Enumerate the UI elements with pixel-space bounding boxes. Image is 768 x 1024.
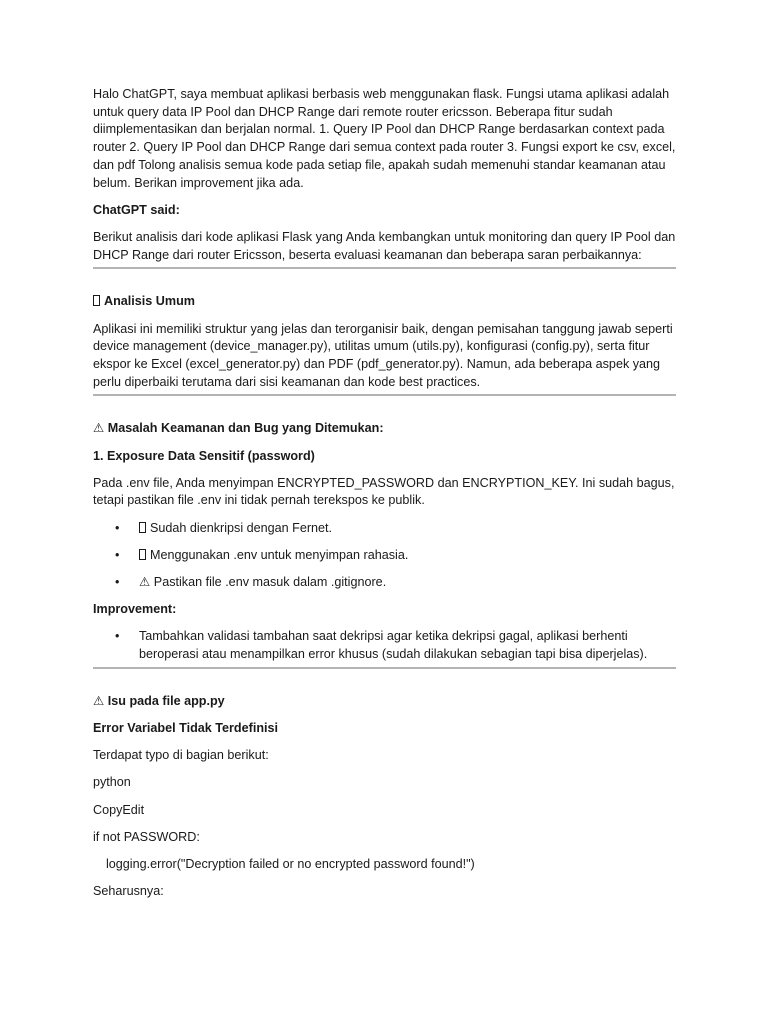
list-item-text: Menggunakan .env untuk menyimpan rahasia.	[150, 547, 409, 562]
code-line: logging.error("Decryption failed or no encrypted password found!")	[106, 857, 475, 872]
list-item	[93, 547, 676, 565]
bullet-mark: •	[115, 629, 120, 644]
heading-general	[93, 293, 676, 311]
bullet-mark: •	[115, 547, 120, 562]
should-be-label: Seharusnya:	[93, 884, 164, 899]
list-item	[93, 520, 676, 538]
speaker-label: ChatGPT said:	[93, 202, 180, 217]
subheading-exposure: 1. Exposure Data Sensitif (password)	[93, 448, 315, 463]
heading-security: ⚠ Masalah Keamanan dan Bug yang Ditemukan:	[93, 421, 384, 436]
typo-lead: Terdapat typo di bagian berikut:	[93, 748, 269, 763]
list-item	[93, 628, 676, 663]
exposure-body: Pada .env file, Anda menyimpan ENCRYPTED_PASSWORD dan ENCRYPTION_KEY. Ini sudah bagus, tetapi pastikan file .env ini tidak pernah terekspos ke publik.	[93, 475, 675, 508]
list-item-text: Tambahkan validasi tambahan saat dekripsi agar ketika dekripsi gagal, aplikasi berhenti beroperasi atau menampilkan error khusus (sudah dilakukan sebagian tapi bisa diperjelas).	[139, 629, 648, 662]
list-item-text: ⚠ Pastikan file .env masuk dalam .gitignore.	[139, 575, 387, 590]
section-divider	[93, 267, 676, 269]
code-line: if not PASSWORD:	[93, 829, 200, 844]
general-body: Aplikasi ini memiliki struktur yang jelas dan terorganisir baik, dengan pemisahan tanggung jawab seperti device management (device_manager.py), utilitas umum (utils.py), konfigurasi (config.py), serta fitur ekspor ke Excel (excel_generator.py) dan PDF (pdf_generator.py). Namun, ada beberapa aspek yang perlu diperbaiki terutama dari sisi keamanan dan kode best practices.	[93, 321, 673, 389]
missing-glyph-icon	[93, 295, 100, 306]
copy-edit-label[interactable]: CopyEdit	[93, 802, 145, 817]
bullet-mark: •	[115, 520, 120, 535]
list-item-text: Sudah dienkripsi dengan Fernet.	[150, 520, 333, 535]
subheading-undefined-var: Error Variabel Tidak Terdefinisi	[93, 721, 279, 736]
response-intro: Berikut analisis dari kode aplikasi Flask yang Anda kembangkan untuk monitoring dan query IP Pool dan DHCP Range dari router Ericsson, beserta evaluasi keamanan dan beberapa saran perbaikannya:	[93, 229, 676, 262]
list-item	[93, 574, 676, 592]
user-prompt: Halo ChatGPT, saya membuat aplikasi berbasis web menggunakan flask. Fungsi utama aplikasi adalah untuk query data IP Pool dan DHCP Range dari remote router ericsson. Beberapa fitur sudah diimplementasikan dan berjalan normal. 1. Query IP Pool dan DHCP Range berdasarkan context pada router 2. Query IP Pool dan DHCP Range dari semua context pada router 3. Fungsi export ke csv, excel, dan pdf Tolong analisis semua kode pada setiap file, apakah sudah memenuhi standar keamanan atau belum. Berikan improvement jika ada.	[93, 87, 676, 190]
security-list	[93, 520, 676, 592]
improvement-list	[93, 628, 676, 663]
code-language-label: python	[93, 775, 131, 790]
section-divider	[93, 667, 676, 669]
heading-general-text: Analisis Umum	[104, 294, 195, 309]
document-page	[93, 86, 676, 911]
heading-app: ⚠ Isu pada file app.py	[93, 693, 225, 708]
missing-glyph-icon	[139, 549, 146, 560]
section-divider	[93, 394, 676, 396]
missing-glyph-icon	[139, 522, 146, 533]
improvement-heading: Improvement:	[93, 602, 177, 617]
bullet-mark: •	[115, 575, 120, 590]
